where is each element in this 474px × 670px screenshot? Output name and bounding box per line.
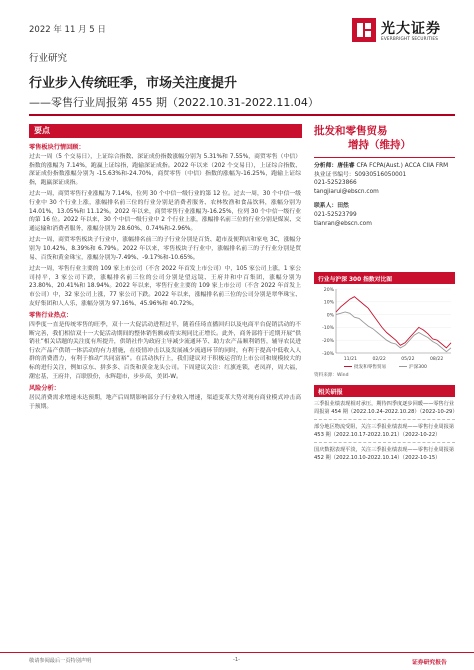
analyst-credentials: CFA FCPA(Aust.) ACCA CIIA FRM [356,163,449,169]
related-divider [314,419,455,420]
main-content [29,140,301,414]
related-report-link[interactable]: 部分地区物流受阻，关注三季报业绩表现——零售行业周报第 453 期（2022.10.17-2022.10.21）（2022-10-22） [314,424,455,438]
page-number: -1- [233,657,241,663]
contact-label: 联系人： [314,203,338,210]
chart-x-tick-label: 02/22 [372,357,386,362]
paragraph-market-index: 过去一周（5 个交易日），上证综合指数、深证成份指数涨幅分别为 5.31%和 7.55%，商贸零售（中信）指数的涨幅为 7.14%，跑赢上证综指，跑输深证成指。2022 年以来（202 个交易日），上证综合指数、深证成份指数涨幅分别为 -15.63%和-24.70%，商贸零售（中信）指数的涨幅为-16.25%，跑输上证综指，跑赢深证成指。 [29,154,301,186]
summary-section-bar [29,124,302,138]
risk-subheading: 风险分析： [29,385,60,393]
logo-subtitle: EVERBRIGHT SECURITIES [381,36,439,41]
comparison-chart [314,272,455,380]
chart-y-tick-label: 0% [326,313,334,319]
chart-plot [314,285,455,371]
contact-phone: 021-52523799 [314,211,357,218]
analyst-email[interactable]: tangjiarui@ebscn.com [314,188,379,195]
analyst-label: 分析师： [314,163,338,169]
report-subheadline: ——零售行业周报第 455 期（2022.10.31-2022.11.04） [29,96,319,109]
related-title: 相关研报 [318,388,343,396]
chart-y-tick-label: -30% [322,351,334,357]
chart-source: 资料来源：Wind [314,373,349,378]
title-divider [29,114,455,116]
chart-x-tick-label: 11/21 [343,357,357,362]
analyst-line [314,162,455,171]
summary-section-label: 要点 [34,126,50,135]
analyst-phone: 021-52523866 [314,180,357,187]
chart-y-tick-label: 10% [323,300,334,306]
report-date: 2022 年 11 月 5 日 [29,25,106,35]
rating-divider [314,157,455,158]
chart-y-tick-label: -10% [322,326,334,332]
rating-column [314,124,455,228]
chart-x-tick-label: 08/22 [430,357,444,362]
chart-y-tick-label: -20% [322,339,334,344]
footer-divider [0,652,474,653]
logo-name: 光大证券 [381,21,441,37]
chart-legend-label: 批发和零售贸易 [354,365,387,370]
related-report-link[interactable]: 国庆数据表现平淡，关注三季报业绩表现——零售行业周报第 452 期（2022.10.10-2022.10.14）（2022-10-15） [314,447,455,461]
contact-email[interactable]: tianran@ebscn.com [314,220,372,227]
paragraph-risk: 居民消费需求增速未达预期，地产后周期影响部分子行业收入增速，渠道变革大势对现有商业模式冲击高于预期。 [29,395,301,410]
industry-name: 批发和零售贸易 [314,125,388,137]
paragraph-hotspot: 四季度一直是传统零售的旺季，双十一大促活动进程过半，随着佳琦直播回归以及电商平台促销活动的不断完善，我们相信双十一大促活动期间的整体销售额或将实现同比正增长。此外，商务部将于近期开展“供销社”相关话题的关注度有所提升，供销社作为政府主导减少流通环节、助力农产品顺利销售，辅导农民进行农产品产供销一体活动的有力措施，在疫情冲击以及发展减少流通环节的同时，有利于提高中低收入人群的消费潜力，有利于推动“共同富裕”。在活动执行上，我们建议对于积极运营的上市公司和规模较大的标的进行关注，例如京东、拼多多、百货和黄金龙头公司。下周建议关注：红旗连锁，老凤祥，周大福，潮宏基，王府井，百联股份，永辉超市，步步高，美团-W。 [29,322,301,380]
related-divider [314,442,455,443]
analyst-name: 唐佳睿 [337,163,355,169]
chart-title-bar [314,272,455,284]
analyst-cert: 执业证书编号：S0930516050001 [314,171,407,178]
chart-title: 行业与沪深 300 指数对比图 [318,277,393,283]
chart-x-tick-label: 05/22 [401,357,415,362]
everbright-logo-icon [352,18,376,42]
related-reports [314,385,458,463]
footer-disclaimer: 敬请参阅最后一页特别声明 [29,658,92,664]
related-title-bar [314,385,455,397]
paragraph-companies: 过去一周，零售行业主要的 109 家上市公司（不含 2022 年首发上市公司）中，105 家公司上涨，1 家公司持平，3 家公司下跌，涨幅排名前三位的公司分别是望远镜、王府井和中百集团，涨幅分别为 23.80%、20.41%和 18.94%。2022 年以来，零售行业主要的 109 家上市公司（不含 2022 年首发上市公司）中，32 家公司上涨，77 家公司下跌。2022 年以来，涨幅排名前三位的公司分别是翠华珠宝、友好集团和人人乐，涨幅分别为 97.16%、45.96%和 40.72%。 [29,266,301,307]
contact-name: 田然 [337,203,349,210]
hotspot-subheading: 零售行业热点： [29,312,73,320]
footer-report-label: 证券研究报告 [412,660,447,666]
contact-line [314,202,455,211]
chart-series-line [336,312,451,352]
report-type: 行业研究 [29,53,68,64]
report-headline: 行业步入传统旺季，市场关注度提升 [29,76,238,91]
company-logo [352,16,454,44]
paragraph-sub-industry: 过去一周，商贸零售板块子行业中，涨幅排名前三的子行业分别是百货、超市及便利店和家电 3C，涨幅分别为 10.42%、8.39%和 6.79%。2022 年以来，零售板块子行业中，涨幅排名前三的子行业分别是贸易、百货和黄金珠宝，涨幅分别为-7.49%、-9.17%和-10.65%。 [29,237,301,261]
chart-y-tick-label: 20% [323,287,334,293]
paragraph-industry-ranking: 过去一周，商贸零售行业涨幅为 7.14%，位列 30 个中信一级行业的第 12 位。过去一周，30 个中信一级行业中 30 个行业上涨，涨幅排名前三位的行业分别是消费者服务、农林牧渔和食品饮料，涨幅分别为 14.01%、13.05%和 11.12%。2022 年以来，商贸零售行业涨幅为-16.25%，位列 30 个中信一级行业的第 16 位。2022 年以来，30 个中信一级行业中 2 个行业上涨，涨幅排名前三位的行业分别是煤炭、交通运输和消费者服务，涨幅分别为 28.60%、0.74%和-2.96%。 [29,191,301,232]
performance-subheading: 零售板块行情回顾： [29,144,85,151]
rating-value: 增持（维持） [348,139,411,151]
related-report-link[interactable]: 三季报业绩表现相对承压，期待四季度逐步回暖——零售行业周报第 454 期（2022.10.24-2022.10.28）（2022-10-29） [314,401,458,415]
chart-legend-label: 沪深300 [409,365,427,370]
